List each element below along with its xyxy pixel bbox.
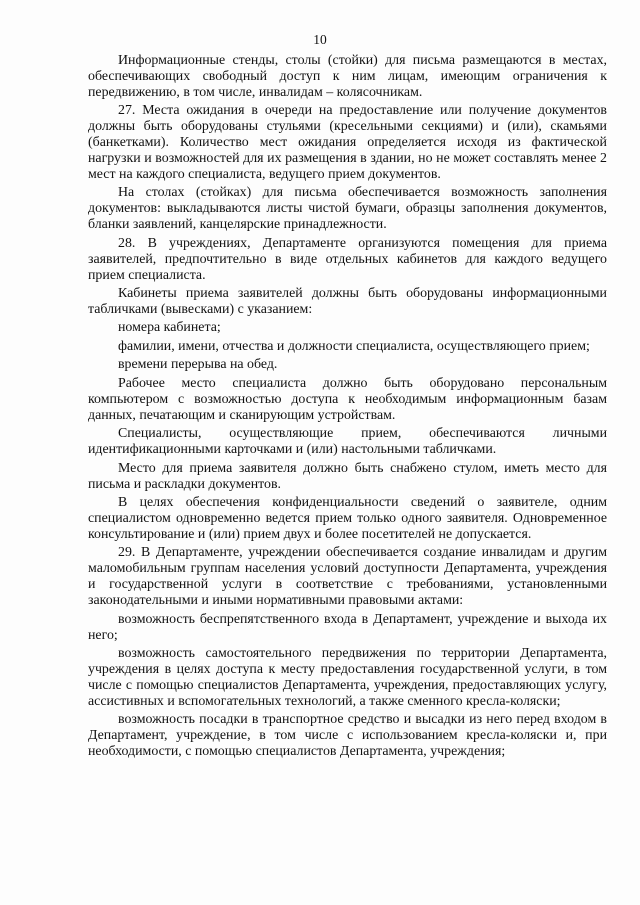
list-item-transport: возможность посадки в транспортное средство и высадки из него перед входом в Департамент, учреждение, в том числе с использованием кресла-коляски и, при необходимости, с помощью специалистов Департамента, учреждения; — [88, 712, 607, 760]
list-item-entry-exit: возможность беспрепятственного входа в Департамент, учреждение и выхода их него; — [88, 611, 607, 643]
list-item-room-number: номера кабинета; — [118, 320, 221, 336]
paragraph-29-accessibility: 29. В Департаменте, учреждении обеспечивается создание инвалидам и другим маломобильным группам населения условий доступности Департамента, учреждения и государственной услуги в соответствие с требованиями, установленными законодательными и иными нормативными правовыми актами: — [88, 545, 607, 609]
paragraph-writing-tables: На столах (стойках) для письма обеспечивается возможность заполнения документов: выкладываются листы чистой бумаги, образцы заполнения документов, бланки заявлений, канцелярские принадлежности. — [88, 185, 607, 233]
paragraph-confidentiality: В целях обеспечения конфиденциальности сведений о заявителе, одним специалистом одновременно ведется прием только одного заявителя. Одновременное консультирование и (или) прием двух и более посетителей не допускается. — [88, 495, 607, 542]
list-item-movement: возможность самостоятельного передвижения по территории Департамента, учреждения в целях доступа к месту предоставления государственной услуги, в том числе с помощью специалистов Департамента, учреждения, предоставляющих услугу, ассистивных и вспомогательных технологий, а также сменного кресла-коляски; — [88, 646, 607, 709]
page-number: 10 — [313, 32, 327, 47]
paragraph-applicant-place: Место для приема заявителя должно быть снабжено стулом, иметь место для письма и раскладки документов. — [88, 460, 607, 492]
document-body — [88, 53, 607, 763]
paragraph-info-stands: Информационные стенды, столы (стойки) для письма размещаются в местах, обеспечивающих свободный доступ к ним лицам, имеющим ограничения к передвижению, в том числе, инвалидам – колясочникам. — [88, 53, 607, 100]
list-item-lunch-break: времени перерыва на обед. — [118, 357, 278, 373]
paragraph-workplace-equipment: Рабочее место специалиста должно быть оборудовано персональным компьютером с возможностью доступа к необходимым информационным базам данных, печатающим и сканирующим устройствам. — [88, 375, 607, 423]
paragraph-28-reception-rooms: 28. В учреждениях, Департаменте организуются помещения для приема заявителей, предпочтительно в виде отдельных кабинетов для каждого ведущего прием специалиста. — [88, 235, 607, 283]
paragraph-27-waiting-places: 27. Места ожидания в очереди на предоставление или получение документов должны быть оборудованы стульями (кресельными секциями) и (или), скамьями (банкетками). Количество мест ожидания определяется исходя из фактической нагрузки и возможностей для их размещения в здании, но не может составлять менее 2 мест на каждого специалиста, ведущего прием документов. — [88, 103, 607, 182]
list-item-specialist-name: фамилии, имени, отчества и должности специалиста, осуществляющего прием; — [118, 338, 590, 354]
paragraph-office-signs: Кабинеты приема заявителей должны быть оборудованы информационными табличками (вывесками) с указанием: — [88, 286, 607, 317]
paragraph-id-cards: Специалисты, осуществляющие прием, обеспечиваются личными идентификационными карточками и (или) настольными табличками. — [88, 426, 607, 458]
